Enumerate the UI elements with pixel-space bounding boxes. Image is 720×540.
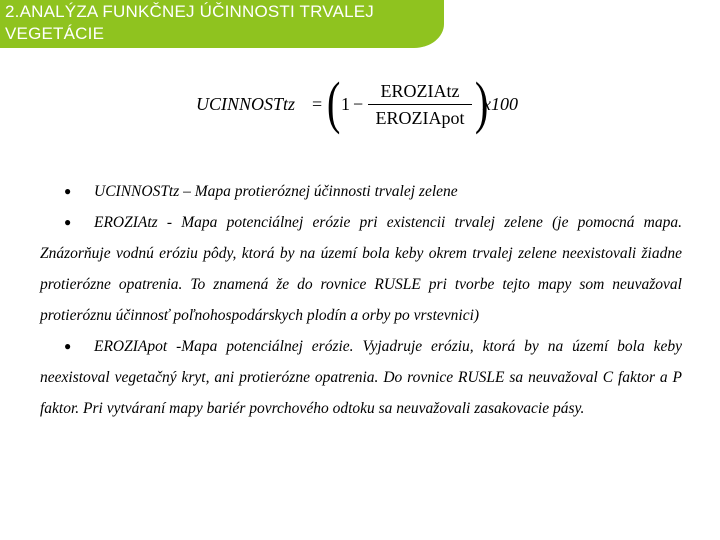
formula-fraction bbox=[366, 80, 474, 129]
formula-paren-right: ) bbox=[474, 70, 489, 135]
bullet-list bbox=[40, 176, 682, 424]
bullet-icon: ● bbox=[64, 339, 72, 353]
formula-paren-left: ( bbox=[326, 70, 341, 135]
formula-one: 1 bbox=[341, 94, 350, 114]
bullet-text: UCINNOSTtz – Mapa protieróznej účinnosti trvalej zelene bbox=[94, 183, 458, 200]
formula-minus: − bbox=[353, 94, 364, 114]
bullet-text: EROZIApot -Mapa potenciálnej erózie. Vyjadruje eróziu, ktorá by na území bola keby neexistoval vegetačný kryt, ani protierózne opatrenia. Do rovnice RUSLE sa neuvažoval C faktor a P faktor. Pri vytváraní mapy bariér povrchového odtoku sa neuvažovali zasakovacie pásy. bbox=[40, 338, 682, 417]
bullet-text: EROZIAtz - Mapa potenciálnej erózie pri existencii trvalej zelene (je pomocná mapa. Znázorňuje vodnú eróziu pôdy, ktorá by na území bola keby okrem trvalej zelene neexistovali žiadne protierózne opatrenia. To znamená že do rovnice RUSLE pri tvorbe tejto mapy som neuvažoval protieróznu účinnosť poľnohospodárskych plodín a orby po vrstevnici) bbox=[40, 214, 682, 324]
formula bbox=[196, 70, 536, 138]
formula-denominator: EROZIApot bbox=[375, 108, 465, 128]
fraction-line bbox=[368, 104, 472, 105]
title-bar bbox=[0, 0, 444, 48]
formula-numerator: EROZIAtz bbox=[380, 81, 460, 101]
formula-multiplier: x100 bbox=[483, 94, 518, 114]
bullet-item-eroziatz bbox=[40, 207, 682, 331]
bullet-icon: ● bbox=[64, 184, 72, 198]
slide-title: 2.ANALÝZA FUNKČNEJ ÚČINNOSTI TRVALEJ VEGETÁCIE bbox=[5, 2, 375, 43]
bullet-icon: ● bbox=[64, 215, 72, 229]
formula-equals: = bbox=[312, 94, 323, 114]
bullet-item-eroziapot bbox=[40, 331, 682, 424]
bullet-item-ucinnost bbox=[40, 176, 682, 207]
formula-lhs: UCINNOSTtz bbox=[196, 94, 296, 114]
